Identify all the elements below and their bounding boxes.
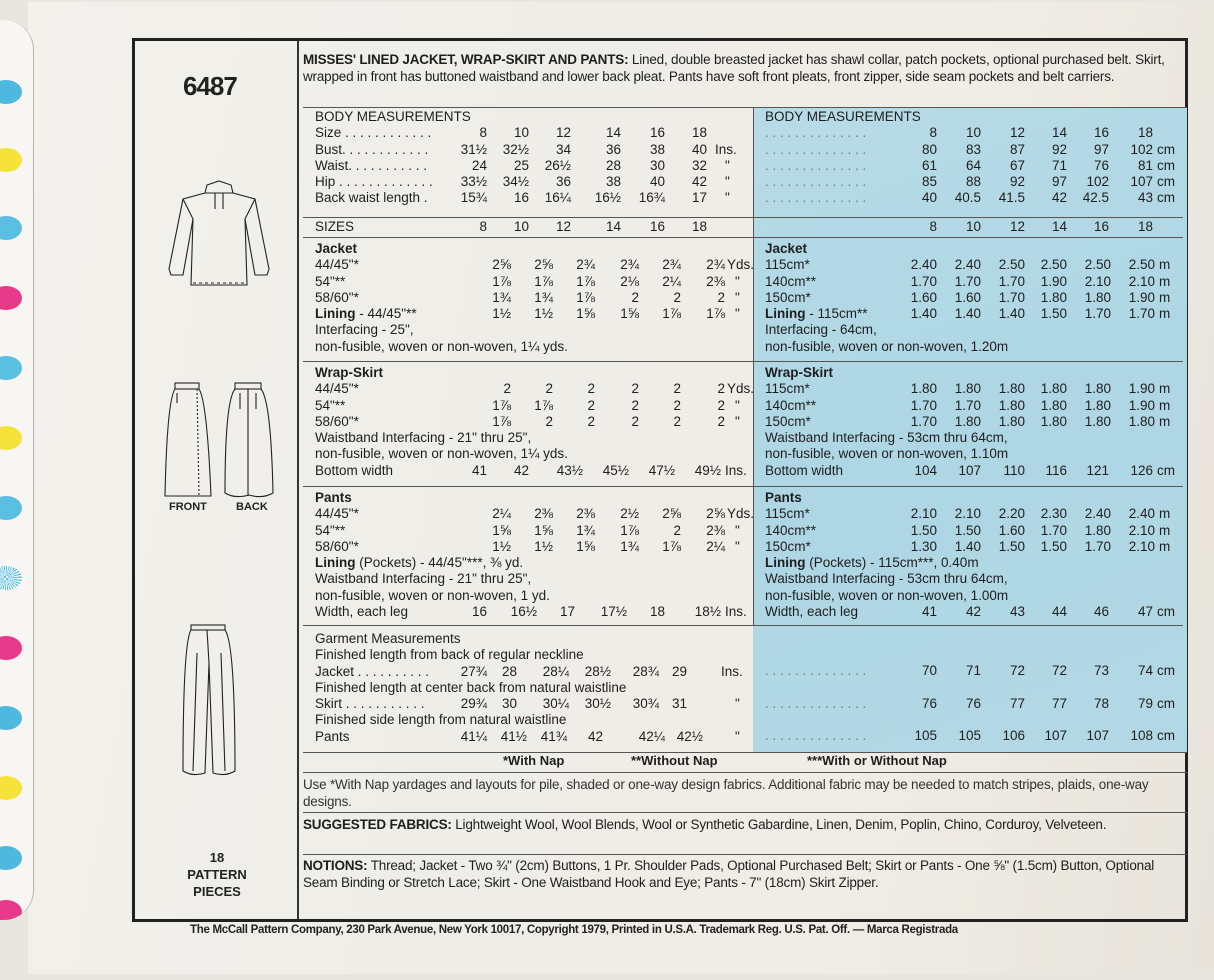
- divider: [303, 237, 1183, 238]
- table-row: Pants 41¼ 41½ 41¾ 42 42¼ 42½ ": [315, 728, 740, 744]
- yellow-dot-icon: [0, 148, 22, 172]
- imperial-garment-measurements: [315, 631, 755, 745]
- caption: Finished length at center back from natural waistline: [315, 679, 627, 695]
- note-line: Waistband Interfacing - 53cm thru 64cm,: [765, 430, 1008, 446]
- pattern-pieces-count: [135, 849, 299, 900]
- metric-sizes-row: 8 10 12 14 16 18: [929, 219, 1153, 234]
- magenta-dot-icon: [0, 900, 22, 920]
- divider: [303, 812, 1187, 813]
- starburst-dot-icon: [0, 566, 22, 590]
- section-title: BODY MEASUREMENTS: [765, 109, 921, 124]
- pattern-info-frame: [132, 38, 1188, 922]
- description-text: Lined, double breasted jacket has shawl collar, patch pockets, optional purchased belt. Skirt, wrapped in front has buttoned waistband and lower back pleat. Pants have soft front pleats, front zipper, side seam pockets and belt carriers.: [303, 52, 1165, 84]
- table-row: 115cm* 2.10 2.10 2.20 2.30 2.40 2.40 m: [765, 506, 1171, 522]
- section-title: Wrap-Skirt: [315, 365, 384, 380]
- imperial-body-measurements: [315, 109, 755, 207]
- divider: [303, 772, 1187, 773]
- table-row: 140cm** 1.70 1.70 1.80 1.80 1.80 1.90 m: [765, 397, 1171, 413]
- note-line: Waistband Interfacing - 21" thru 25",: [315, 430, 532, 446]
- metric-body-measurements: [765, 109, 1185, 207]
- table-row: . . . . . . . . . . . . . . 61 64 67 71 76 81 cm: [765, 157, 1175, 173]
- note-line: Waistband Interfacing - 21" thru 25",: [315, 571, 532, 587]
- section-title: Pants: [315, 490, 352, 505]
- suggested-fabrics: [303, 816, 1183, 833]
- color-registration-strip: [0, 20, 34, 920]
- table-row: . . . . . . . . . . . . . . 85 88 92 97 102 107 cm: [765, 174, 1175, 190]
- skirt-back-sketch: [223, 381, 275, 501]
- table-row: Bottom width 104 107 110 116 121 126 cm: [765, 462, 1175, 478]
- cyan-dot-icon: [0, 706, 22, 730]
- note-line: non-fusible, woven or non-woven, 1.10m: [765, 446, 1009, 462]
- back-label: BACK: [236, 501, 268, 513]
- table-row: 44/45"* 2⅝ 2⅝ 2¾ 2¾ 2¾ 2¾ Yds.: [315, 257, 755, 273]
- table-row: 44/45"* 2¼ 2⅜ 2⅜ 2½ 2⅝ 2⅝ Yds.: [315, 506, 755, 522]
- note-line: non-fusible, woven or non-woven, 1¼ yds.: [315, 446, 568, 462]
- imperial-sizes-row: SIZES 8 10 12 14 16 18: [315, 219, 707, 234]
- caption: Finished side length from natural waistline: [315, 712, 567, 728]
- table-row: Back waist length . 15¾ 16 16¼ 16½ 16¾ 17 ": [315, 190, 730, 206]
- table-row: Lining - 44/45"** 1½ 1½ 1⅝ 1⅝ 1⅞ 1⅞ ": [315, 306, 740, 322]
- table-row: Jacket . . . . . . . . . . 27¾ 28 28¼ 28½ 28¾ 29 Ins.: [315, 663, 743, 679]
- section-title: Wrap-Skirt: [765, 365, 834, 380]
- note-line: Waistband Interfacing - 53cm thru 64cm,: [765, 571, 1008, 587]
- cyan-dot-icon: [0, 216, 22, 240]
- cyan-dot-icon: [0, 496, 22, 520]
- divider: [303, 752, 1187, 753]
- table-row: 44/45"* 2 2 2 2 2 2 Yds.: [315, 381, 755, 397]
- metric-garment-measurements: [765, 663, 1185, 744]
- table-row: . . . . . . . . . . . . . . 76 76 77 77 78 79 cm: [765, 695, 1175, 711]
- metric-pants-yardage: [765, 490, 1185, 620]
- description-title: MISSES' LINED JACKET, WRAP-SKIRT AND PANTS:: [303, 52, 629, 67]
- table-row: . . . . . . . . . . . . . . 70 71 72 72 73 74 cm: [765, 663, 1175, 678]
- note-line: Interfacing - 25",: [315, 322, 414, 338]
- table-row: . . . . . . . . . . . . . . 80 83 87 92 97 102 cm: [765, 141, 1175, 157]
- magenta-dot-icon: [0, 286, 22, 310]
- table-row: . . . . . . . . . . . . . . 40 40.5 41.5 42 42.5 43 cm: [765, 190, 1175, 206]
- divider: [303, 854, 1187, 855]
- jacket-back-sketch: [163, 179, 275, 291]
- table-row: 150cm* 1.60 1.60 1.70 1.80 1.80 1.90 m: [765, 289, 1171, 305]
- legend-with-nap: *With Nap: [503, 753, 565, 768]
- cyan-dot-icon: [0, 846, 22, 870]
- notions-title: NOTIONS:: [303, 858, 368, 873]
- table-row: Waist. . . . . . . . . . . 24 25 26½ 28 30 32 ": [315, 157, 730, 173]
- sketch-column: [135, 41, 299, 919]
- divider: [303, 486, 1183, 487]
- imperial-pants-yardage: [315, 490, 755, 620]
- table-row: 150cm* 1.30 1.40 1.50 1.50 1.70 2.10 m: [765, 538, 1171, 554]
- nap-note: Use *With Nap yardages and layouts for pile, shaded or one-way design fabrics. Additional fabric may be needed to match stripes, plaids, one-way designs.: [303, 777, 1149, 809]
- divider: [303, 361, 1183, 362]
- pattern-number: 6487: [183, 71, 237, 101]
- publisher-footer: The McCall Pattern Company, 230 Park Avenue, New York 10017, Copyright 1979, Printed in U.S.A. Trademark Reg. U.S. Pat. Off. — Marca Registrada: [190, 924, 958, 936]
- table-row: 54"** 1⅝ 1⅝ 1¾ 1⅞ 2 2⅜ ": [315, 522, 740, 538]
- table-row: 115cm* 2.40 2.40 2.50 2.50 2.50 2.50 m: [765, 257, 1171, 273]
- imperial-skirt-yardage: [315, 365, 755, 479]
- table-row: 115cm* 1.80 1.80 1.80 1.80 1.80 1.90 m: [765, 381, 1171, 397]
- section-title: Pants: [765, 490, 802, 505]
- note-line: non-fusible, woven or non-woven, 1.00m: [765, 587, 1009, 603]
- legend-without-nap: **Without Nap: [631, 753, 718, 768]
- pattern-description: [303, 51, 1183, 85]
- pieces-label-line2: PIECES: [193, 884, 241, 899]
- yellow-dot-icon: [0, 776, 22, 800]
- sizes-label: SIZES: [315, 219, 355, 234]
- note-line: non-fusible, woven or non-woven, 1.20m: [765, 338, 1009, 354]
- section-title: Garment Measurements: [315, 631, 461, 646]
- caption: Finished length from back of regular neckline: [315, 647, 584, 663]
- lining-note: Lining (Pockets) - 44/45"***, ⅜ yd.: [315, 555, 524, 571]
- imperial-jacket-yardage: [315, 241, 755, 355]
- table-row: 58/60"* 1½ 1½ 1⅝ 1¾ 1⅞ 2¼ ": [315, 538, 740, 554]
- table-row: 54"** 1⅞ 1⅞ 1⅞ 2⅛ 2¼ 2⅜ ": [315, 273, 740, 289]
- table-row: Width, each leg 41 42 43 44 46 47 cm: [765, 604, 1175, 620]
- legend-with-or-without-nap: ***With or Without Nap: [807, 753, 947, 768]
- table-row: Size . . . . . . . . . . . . 8 10 12 14 16 18: [315, 125, 707, 141]
- note-line: non-fusible, woven or non-woven, 1 yd.: [315, 587, 550, 603]
- note-line: Interfacing - 64cm,: [765, 322, 877, 338]
- table-row: . . . . . . . . . . . . . . 8 10 12 14 16 18: [765, 125, 1153, 141]
- table-row: 54"** 1⅞ 1⅞ 2 2 2 2 ": [315, 397, 740, 413]
- notions-text: Thread; Jacket - Two ¾" (2cm) Buttons, 1 Pr. Shoulder Pads, Optional Purchased Belt; Skirt or Pants - One ⅝" (1.5cm) Button, Optional Seam Binding or Stretch Lace; Skirt - One Waistband Hook and Eye; Pants - 7" (18cm) Skirt Zipper.: [303, 858, 1155, 890]
- pieces-number: 18: [209, 850, 225, 865]
- table-row: 140cm** 1.50 1.50 1.60 1.70 1.80 2.10 m: [765, 522, 1171, 538]
- table-row: Width, each leg 16 16½ 17 17½ 18 18½ Ins.: [315, 604, 747, 620]
- notions: [303, 857, 1183, 891]
- skirt-front-sketch: [163, 381, 215, 501]
- table-row: 58/60"* 1⅞ 2 2 2 2 2 ": [315, 413, 740, 429]
- table-row: 150cm* 1.70 1.80 1.80 1.80 1.80 1.80 m: [765, 413, 1171, 429]
- section-title: Jacket: [315, 241, 358, 256]
- note-line: non-fusible, woven or non-woven, 1¼ yds.: [315, 338, 568, 354]
- fabrics-text: Lightweight Wool, Wool Blends, Wool or Synthetic Gabardine, Linen, Denim, Poplin, Chino, Corduroy, Velveteen.: [451, 817, 1107, 832]
- divider: [303, 217, 1183, 218]
- yellow-dot-icon: [0, 426, 22, 450]
- table-row: Lining - 115cm** 1.40 1.40 1.40 1.50 1.70 1.70 m: [765, 306, 1171, 322]
- fabrics-title: SUGGESTED FABRICS:: [303, 817, 452, 832]
- pieces-label-line1: PATTERN: [187, 867, 247, 882]
- cyan-dot-icon: [0, 356, 22, 380]
- divider: [303, 625, 1183, 626]
- lining-note: Lining (Pockets) - 115cm***, 0.40m: [765, 555, 979, 571]
- section-title: Jacket: [765, 241, 808, 256]
- metric-skirt-yardage: [765, 365, 1185, 479]
- front-label: FRONT: [169, 501, 207, 513]
- divider: [303, 107, 1187, 108]
- table-row: 58/60"* 1¾ 1¾ 1⅞ 2 2 2 ": [315, 289, 740, 305]
- cyan-dot-icon: [0, 80, 22, 104]
- table-row: Bust. . . . . . . . . . . . 31½ 32½ 34 36 38 40 Ins.: [315, 141, 737, 157]
- table-row: Hip . . . . . . . . . . . . . 33½ 34½ 36 38 40 42 ": [315, 174, 730, 190]
- section-title: BODY MEASUREMENTS: [315, 109, 471, 124]
- pants-sketch: [179, 623, 249, 793]
- table-row: 140cm** 1.70 1.70 1.70 1.90 2.10 2.10 m: [765, 273, 1171, 289]
- info-column: [299, 41, 1185, 919]
- table-row: Skirt . . . . . . . . . . . 29¾ 30 30¼ 30½ 30¾ 31 ": [315, 696, 740, 712]
- metric-jacket-yardage: [765, 241, 1185, 355]
- table-row: Bottom width 41 42 43½ 45½ 47½ 49½ Ins.: [315, 462, 747, 478]
- table-row: . . . . . . . . . . . . . . 105 105 106 107 107 108 cm: [765, 728, 1175, 744]
- magenta-dot-icon: [0, 636, 22, 660]
